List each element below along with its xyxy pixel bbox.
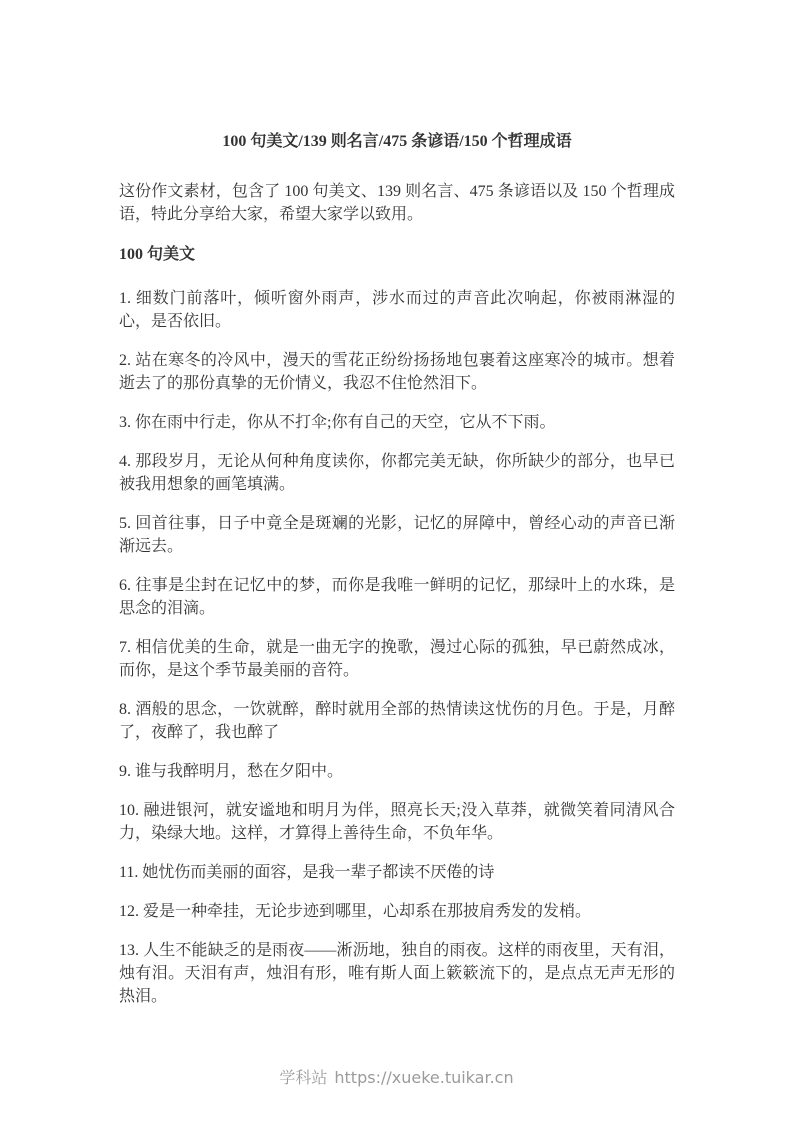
intro-paragraph: 这份作文素材，包含了 100 句美文、139 则名言、475 条谚语以及 150 个哲理成语，特此分享给大家，希望大家学以致用。 [119, 183, 675, 223]
section-heading-meiwen: 100 句美文 [119, 246, 196, 263]
page-footer [0, 1066, 793, 1089]
essay-item-4: 4. 那段岁月，无论从何种角度读你，你都完美无缺，你所缺少的部分，也早已被我用想象的画笔填满。 [119, 453, 675, 493]
document-title: 100 句美文/139 则名言/475 条谚语/150 个哲理成语 [222, 133, 572, 150]
essay-item-10: 10. 融进银河，就安谧地和明月为伴，照亮长天;没入草莽，就微笑着同清风合力，染绿大地。这样，才算得上善待生命，不负年华。 [119, 802, 675, 842]
essay-item-12: 12. 爱是一种牵挂，无论步迹到哪里，心却系在那披肩秀发的发梢。 [119, 903, 592, 920]
essay-item-11: 11. 她忧伤而美丽的面容，是我一辈子都读不厌倦的诗 [119, 864, 495, 881]
essay-item-3: 3. 你在雨中行走，你从不打伞;你有自己的天空，它从不下雨。 [119, 414, 556, 431]
essay-item-6: 6. 往事是尘封在记忆中的梦，而你是我唯一鲜明的记忆，那绿叶上的水珠，是思念的泪滴。 [119, 577, 675, 617]
essay-item-1: 1. 细数门前落叶，倾听窗外雨声，涉水而过的声音此次响起，你被雨淋湿的心，是否依旧。 [119, 290, 675, 330]
footer-site-url-link[interactable]: https://xueke.tuikar.cn [334, 1068, 514, 1087]
essay-item-13: 13. 人生不能缺乏的是雨夜——淅沥地，独自的雨夜。这样的雨夜里，天有泪，烛有泪。天泪有声，烛泪有形，唯有斯人面上簌簌流下的，是点点无声无形的热泪。 [119, 942, 675, 1005]
essay-item-7: 7. 相信优美的生命，就是一曲无字的挽歌，漫过心际的孤独，早已蔚然成冰，而你，是这个季节最美丽的音符。 [119, 639, 675, 679]
essay-item-5: 5. 回首往事，日子中竟全是斑斓的光影，记忆的屏障中，曾经心动的声音已渐渐远去。 [119, 515, 675, 555]
footer-site-name: 学科站 [279, 1068, 328, 1087]
essay-item-8: 8. 酒般的思念，一饮就醉，醉时就用全部的热情读这忧伤的月色。于是，月醉了，夜醉了，我也醉了 [119, 701, 675, 741]
essay-item-9: 9. 谁与我醉明月，愁在夕阳中。 [119, 763, 344, 780]
essay-item-2: 2. 站在寒冬的冷风中，漫天的雪花正纷纷扬扬地包裹着这座寒冷的城市。想着逝去了的那份真挚的无价情义，我忍不住怆然泪下。 [119, 352, 675, 392]
